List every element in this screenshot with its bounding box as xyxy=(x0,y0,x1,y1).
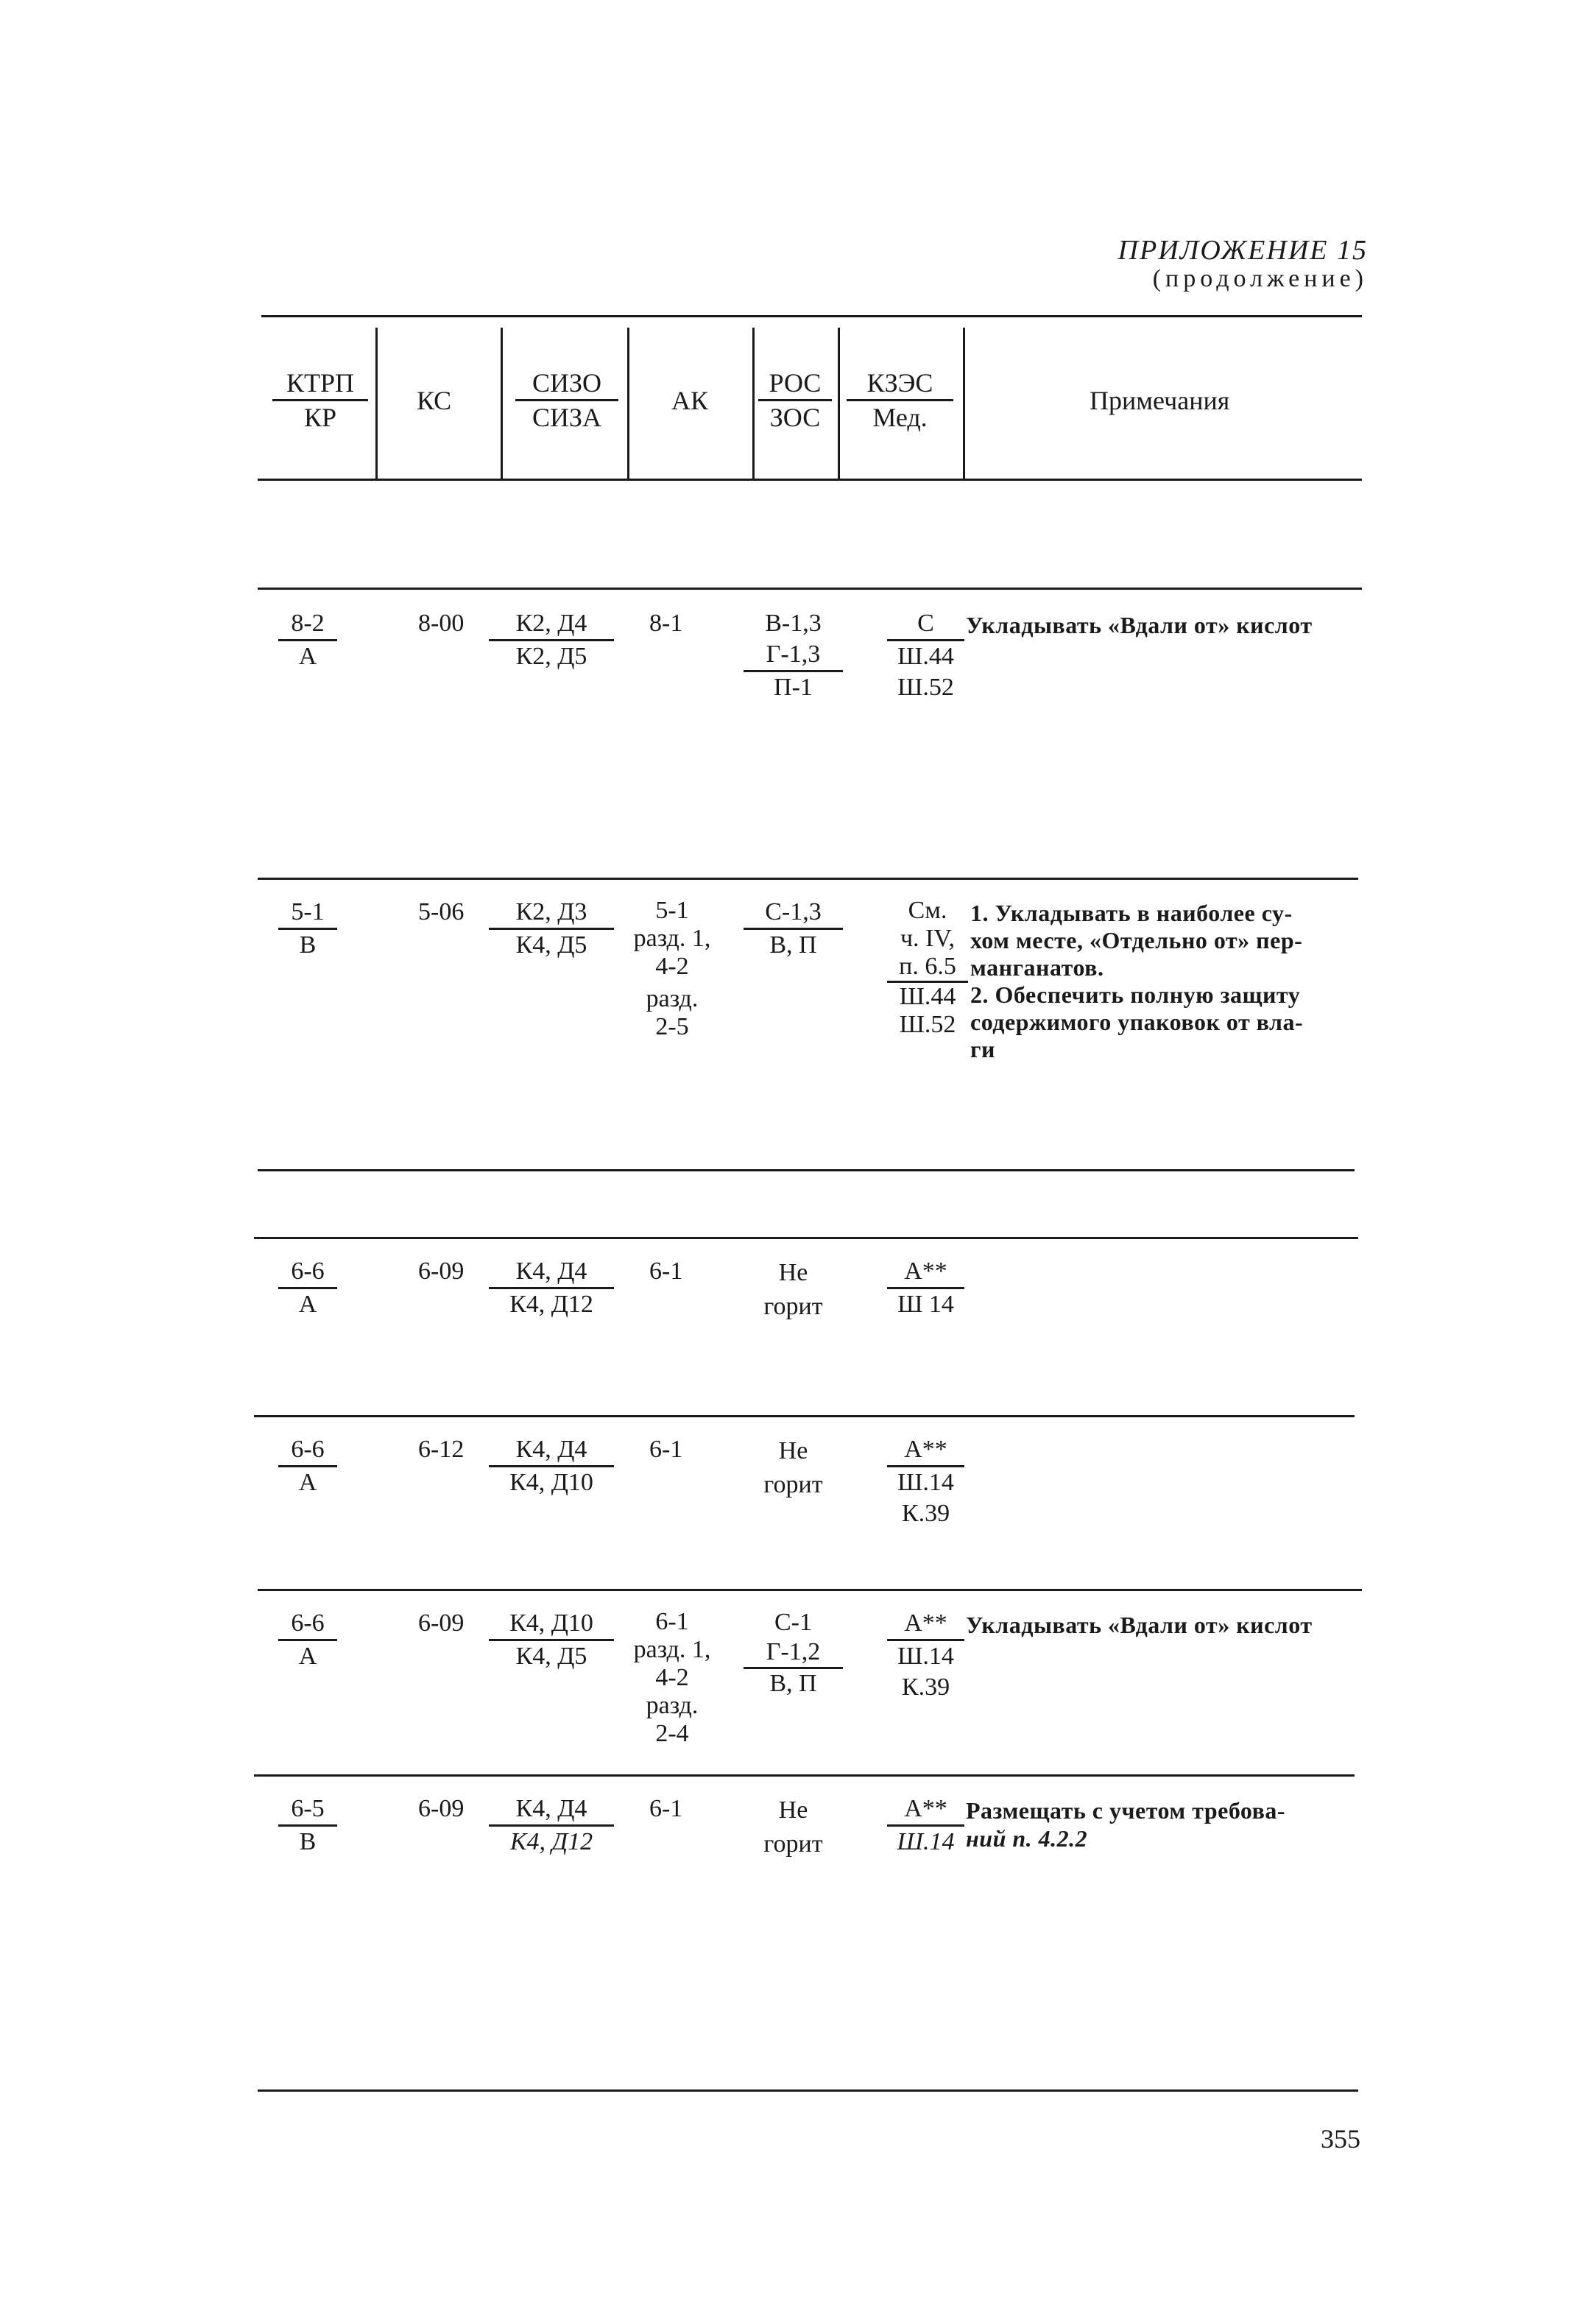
col-header-ktrp: КТРП xyxy=(272,367,368,401)
note-line: Размещать с учетом требова- xyxy=(966,1797,1286,1824)
cell-kr: А xyxy=(298,643,317,670)
cell-ak xyxy=(617,897,727,1041)
cell-ks: 6-12 xyxy=(418,1436,465,1463)
cell-kzes: ч. IV, xyxy=(900,925,956,952)
note-line: манганатов. xyxy=(970,954,1104,981)
col-sep xyxy=(838,328,840,479)
cell-siza: К2, Д5 xyxy=(515,643,587,670)
cell-ros xyxy=(744,608,843,703)
cell-zos: В, П xyxy=(769,1670,817,1697)
cell-ros-line: горит xyxy=(763,1471,823,1498)
cell-med: Ш.52 xyxy=(897,674,954,701)
col-header-ak: АК xyxy=(671,386,709,415)
cell-sizo: К4, Д4 xyxy=(489,1256,614,1289)
cell-sizo: К4, Д4 xyxy=(489,1794,614,1827)
cell-ktrp: 6-6 xyxy=(278,1434,337,1467)
cell-ks: 8-00 xyxy=(418,610,465,637)
cell-ak-line: 4-2 xyxy=(655,953,689,980)
col-header-kzes: КЗЭС xyxy=(847,367,953,401)
cell-zos: П-1 xyxy=(774,674,813,701)
cell-siza: К4, Д12 xyxy=(509,1291,593,1318)
cell-sizo: К4, Д10 xyxy=(489,1608,614,1641)
cell-kzes-med xyxy=(887,1608,964,1703)
cell-kzes-med xyxy=(887,1434,964,1529)
cell-ak-line: 2-5 xyxy=(655,1013,689,1040)
table-row xyxy=(278,1256,337,1320)
cell-ak: 8-1 xyxy=(649,610,683,637)
cell-med: К.39 xyxy=(901,1674,950,1701)
col-header-med: Мед. xyxy=(872,403,928,432)
note-line: 2. Обеспечить полную защиту xyxy=(970,981,1301,1008)
col-header-sizo-siza xyxy=(515,367,618,434)
cell-med: Ш.14 xyxy=(897,1469,954,1496)
cell-med: Ш.52 xyxy=(899,1011,956,1038)
cell-ks: 6-09 xyxy=(418,1609,465,1637)
cell-sizo: К2, Д4 xyxy=(489,608,614,641)
cell-kzes-med xyxy=(887,1256,964,1320)
cell-ros xyxy=(744,1608,843,1699)
col-header-kzes-med xyxy=(847,367,953,434)
cell-sizo: К2, Д3 xyxy=(489,897,614,930)
note-line: хом месте, «Отдельно от» пер- xyxy=(970,927,1303,953)
col-sep xyxy=(627,328,629,479)
note-line: 1. Укладывать в наиболее су- xyxy=(970,900,1293,926)
cell-kzes-med xyxy=(887,897,968,1039)
col-sep xyxy=(501,328,503,479)
cell-med: Ш.44 xyxy=(899,983,956,1010)
cell-ros xyxy=(744,1794,843,1861)
col-header-sizo: СИЗО xyxy=(515,367,618,401)
cell-siza: К4, Д5 xyxy=(515,1643,587,1670)
note-line: ги xyxy=(970,1036,995,1062)
cell-ak-line: разд. xyxy=(646,1692,699,1719)
row-separator xyxy=(254,1774,1355,1777)
row-separator xyxy=(258,588,1362,590)
cell-ak: 6-1 xyxy=(649,1436,683,1463)
note-line: содержимого упаковок от вла- xyxy=(970,1009,1304,1035)
cell-sizo: К4, Д4 xyxy=(489,1434,614,1467)
table-row xyxy=(278,1794,337,1858)
cell-notes xyxy=(970,900,1303,1063)
cell-ak-line: 6-1 xyxy=(655,1608,689,1635)
cell-siza: К4, Д5 xyxy=(515,931,587,959)
cell-ros-line: Г-1,2 xyxy=(744,1637,843,1669)
cell-ktrp: 8-2 xyxy=(278,608,337,641)
cell-kr: В xyxy=(299,1828,317,1855)
cell-notes: Укладывать «Вдали от» кислот xyxy=(966,612,1313,638)
col-sep xyxy=(375,328,378,479)
cell-ak-line: 2-4 xyxy=(655,1720,689,1747)
cell-siza: К4, Д10 xyxy=(509,1469,593,1496)
cell-ktrp: 5-1 xyxy=(278,897,337,930)
cell-ak: 6-1 xyxy=(649,1258,683,1285)
cell-sizo-siza xyxy=(489,1608,614,1672)
cell-ktrp: 6-6 xyxy=(278,1256,337,1289)
row-separator xyxy=(258,1589,1362,1591)
col-header-siza: СИЗА xyxy=(532,403,602,432)
cell-sizo-siza xyxy=(489,897,614,961)
table-row xyxy=(278,608,337,672)
cell-kzes-med xyxy=(887,608,964,703)
row-separator xyxy=(254,1237,1358,1239)
cell-ros-line: Г-1,3 xyxy=(744,639,843,672)
cell-notes: Укладывать «Вдали от» кислот xyxy=(966,1612,1313,1638)
table-bottom-rule xyxy=(258,2089,1358,2092)
cell-ros-line: горит xyxy=(763,1830,823,1858)
cell-kr: А xyxy=(298,1291,317,1318)
cell-ak-line: разд. xyxy=(646,985,699,1012)
cell-kzes: А** xyxy=(887,1608,964,1641)
cell-notes xyxy=(966,1796,1360,1852)
cell-kr: А xyxy=(298,1643,317,1670)
cell-ak-line: разд. 1, xyxy=(633,1636,711,1663)
cell-ak-line: 5-1 xyxy=(655,897,689,924)
cell-kr: В xyxy=(299,931,317,959)
cell-kzes: С xyxy=(887,608,964,641)
col-header-ros: РОС xyxy=(758,367,832,401)
cell-ks: 5-06 xyxy=(418,898,465,925)
cell-kzes: А** xyxy=(887,1794,964,1827)
cell-sizo-siza xyxy=(489,1256,614,1320)
appendix-subtitle: (продолжение) xyxy=(1152,265,1368,292)
appendix-title: ПРИЛОЖЕНИЕ 15 xyxy=(1117,235,1368,266)
cell-med: К.39 xyxy=(901,1500,950,1527)
col-header-ktrp-kr xyxy=(272,367,368,434)
cell-ak xyxy=(617,1608,727,1748)
cell-ros-zos xyxy=(744,897,843,961)
cell-ros xyxy=(744,1434,843,1502)
cell-kr: А xyxy=(298,1469,317,1496)
table-row xyxy=(278,1434,337,1498)
cell-kzes: п. 6.5 xyxy=(887,953,968,983)
col-header-ros-zos xyxy=(758,367,832,434)
cell-ros-line: Не xyxy=(778,1259,808,1286)
cell-sizo-siza xyxy=(489,608,614,672)
col-sep xyxy=(963,328,965,479)
row-separator xyxy=(258,878,1358,880)
cell-sizo-siza xyxy=(489,1434,614,1498)
cell-sizo-siza xyxy=(489,1794,614,1858)
cell-kzes: См. xyxy=(908,897,947,924)
cell-kzes: А** xyxy=(887,1256,964,1289)
row-separator xyxy=(258,1169,1355,1171)
cell-ros-line: С-1 xyxy=(774,1609,812,1636)
cell-ros xyxy=(744,1256,843,1324)
col-header-ks: КС xyxy=(417,386,452,415)
col-header-kr: КР xyxy=(303,403,337,432)
cell-ak-line: разд. 1, xyxy=(633,925,711,952)
table-row xyxy=(278,1608,337,1672)
table-row xyxy=(278,897,337,961)
cell-ros: С-1,3 xyxy=(744,897,843,930)
cell-kzes: А** xyxy=(887,1434,964,1467)
row-separator xyxy=(254,1415,1355,1417)
cell-ak: 6-1 xyxy=(649,1795,683,1822)
page-number: 355 xyxy=(1321,2124,1360,2154)
cell-ktrp: 6-5 xyxy=(278,1794,337,1827)
cell-ros-line: В-1,3 xyxy=(765,610,822,637)
cell-ros-line: Не xyxy=(778,1796,808,1824)
cell-ks: 6-09 xyxy=(418,1258,465,1285)
cell-ks: 6-09 xyxy=(418,1795,465,1822)
cell-ak-line: 4-2 xyxy=(655,1664,689,1691)
cell-med: Ш.14 xyxy=(897,1643,954,1670)
cell-med: Ш.44 xyxy=(897,643,954,670)
note-line: ний п. 4.2.2 xyxy=(966,1825,1088,1852)
cell-kzes-med xyxy=(887,1794,964,1858)
table-top-rule xyxy=(261,315,1362,317)
table-header-bottom-rule xyxy=(258,479,1362,481)
cell-siza: К4, Д12 xyxy=(509,1828,593,1855)
cell-med: Ш 14 xyxy=(897,1291,954,1318)
col-header-zos: ЗОС xyxy=(769,403,821,432)
cell-zos: В, П xyxy=(769,931,817,959)
col-sep xyxy=(752,328,755,479)
cell-ktrp: 6-6 xyxy=(278,1608,337,1641)
col-header-notes: Примечания xyxy=(1090,386,1230,415)
cell-ros-line: Не xyxy=(778,1437,808,1464)
cell-med: Ш.14 xyxy=(897,1828,955,1855)
cell-ros-line: горит xyxy=(763,1293,823,1320)
